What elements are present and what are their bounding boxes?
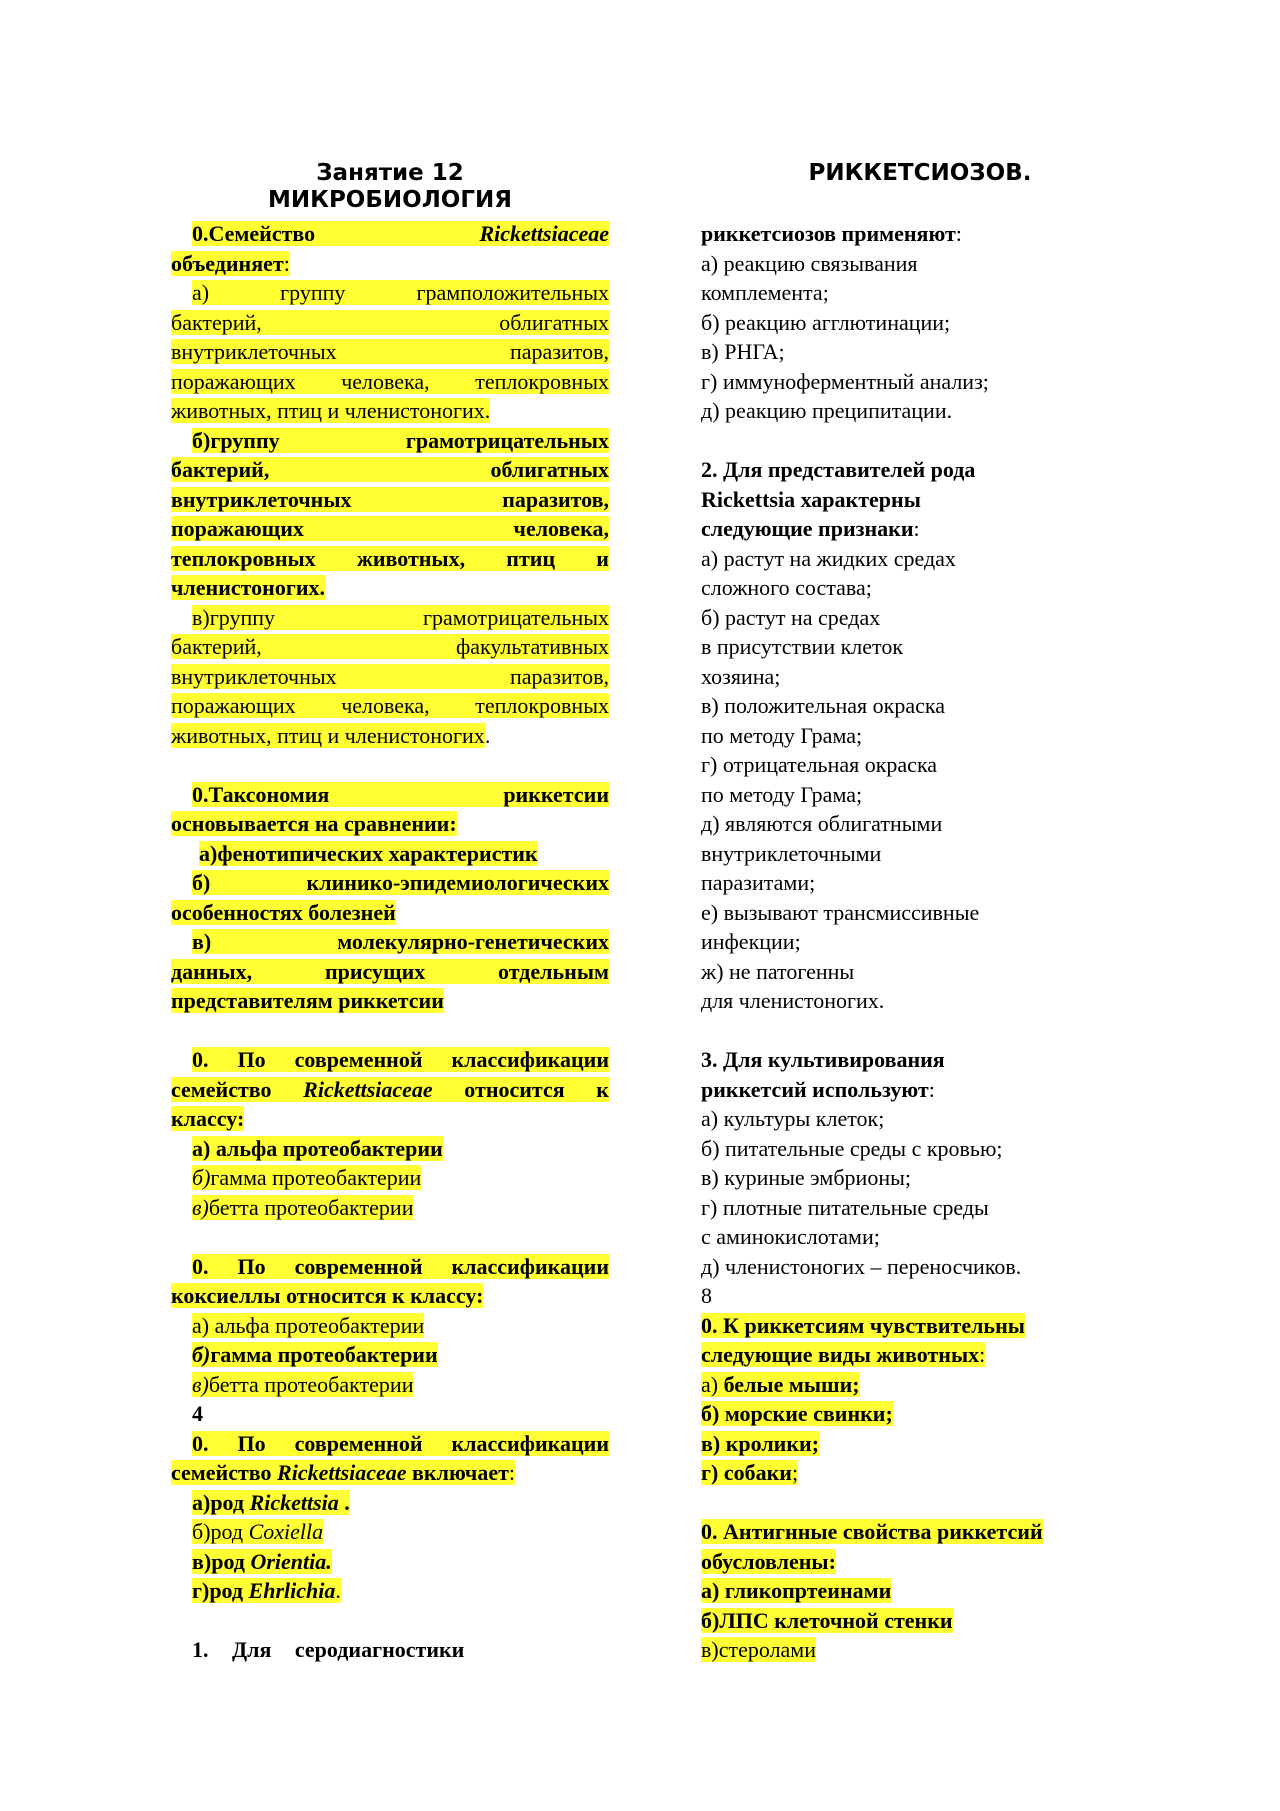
q5-option-d: г)род Ehrlichia. bbox=[192, 1578, 341, 1603]
q9-option-a: а) белые мыши; bbox=[701, 1371, 860, 1397]
q4-stem-line: 0. По современной классификации bbox=[192, 1253, 609, 1279]
q5-option-c: в)род Orientia. bbox=[192, 1548, 332, 1574]
q6-option-a: комплемента; bbox=[701, 280, 829, 305]
q8-option-e: д) членистоногих – переносчиков. bbox=[701, 1253, 1022, 1279]
q9-stem-line: следующие виды животных: bbox=[701, 1342, 986, 1367]
q1-option-c-line: поражающих человека, теплокровных bbox=[171, 693, 609, 718]
q1-stem-line2: объединяет: bbox=[171, 250, 290, 276]
q7-option-line: по методу Грама; bbox=[701, 781, 863, 807]
q5-option-b: б)род Coxiella bbox=[192, 1519, 324, 1544]
q8-stem-line: риккетсий используют: bbox=[701, 1076, 935, 1102]
q9-option-c: в) кролики; bbox=[701, 1430, 820, 1456]
right-column bbox=[701, 219, 1141, 1665]
q9-option-b: б) морские свинки; bbox=[701, 1401, 893, 1426]
q1-option-c-line: бактерий, факультативных bbox=[171, 634, 609, 659]
q1-option-b-line: членистоногих. bbox=[171, 575, 325, 600]
q7-option-line: ж) не патогенны bbox=[701, 958, 855, 984]
q5-option-a: а)род Rickettsia . bbox=[192, 1489, 350, 1515]
q7-option-line: б) растут на средах bbox=[701, 604, 881, 630]
q7-stem-line: Rickettsia характерны bbox=[701, 486, 921, 512]
q10-option-b: б)ЛПС клеточной стенки bbox=[701, 1607, 953, 1633]
q10-stem-line: обусловлены: bbox=[701, 1548, 836, 1574]
q10-option-c: в)стеролами bbox=[701, 1637, 817, 1662]
q8-stem-line: 3. Для культивирования bbox=[701, 1047, 945, 1072]
q1-option-a-line: внутриклеточных паразитов, bbox=[171, 339, 609, 364]
q1-option-a-line: бактерий, облигатных bbox=[171, 309, 609, 335]
q1-option-a-line: а) группу грамположительных bbox=[192, 280, 609, 305]
q7-option-line: д) являются облигатными bbox=[701, 811, 943, 836]
q4-stem-line: коксиеллы относится к классу: bbox=[171, 1283, 484, 1308]
header-left bbox=[170, 160, 610, 214]
q4-option-c: в)бетта протеобактерии bbox=[192, 1371, 414, 1397]
q10-option-a: а) гликопртеинами bbox=[701, 1578, 892, 1603]
q6-option-a: а) реакцию связывания bbox=[701, 250, 918, 276]
q7-option-line: хозяина; bbox=[701, 663, 781, 689]
lesson-title: Занятие 12 bbox=[316, 160, 464, 186]
q1-stem-line1: 0.Семейство Rickettsiaceae bbox=[192, 221, 609, 246]
q3-stem-line: семейство Rickettsiaceae относится к bbox=[171, 1076, 609, 1102]
left-column bbox=[171, 219, 609, 1665]
q3-stem-line: классу: bbox=[171, 1106, 245, 1131]
subject-title: МИКРОБИОЛОГИЯ bbox=[268, 187, 512, 213]
q7-option-line: г) отрицательная окраска bbox=[701, 752, 938, 777]
q9-option-d: г) собаки; bbox=[701, 1460, 799, 1485]
q10-stem-line: 0. Антигнные свойства риккетсий bbox=[701, 1519, 1043, 1544]
q2-stem-line: 0.Таксономия риккетсии bbox=[192, 781, 609, 807]
header-right bbox=[700, 160, 1140, 187]
q1-option-b-line: внутриклеточных паразитов, bbox=[171, 486, 609, 512]
q4-option-a: а) альфа протеобактерии bbox=[192, 1312, 425, 1338]
q1-option-b-line: поражающих человека, bbox=[171, 516, 609, 541]
q6-option-d: г) иммуноферментный анализ; bbox=[701, 368, 989, 394]
q1-option-c-line: животных, птиц и членистоногих. bbox=[171, 722, 491, 748]
q7-option-line: паразитами; bbox=[701, 870, 816, 895]
q2-option-c-line: в) молекулярно-генетических bbox=[192, 929, 609, 954]
q7-option-line: для членистоногих. bbox=[701, 988, 885, 1013]
q7-option-line: сложного состава; bbox=[701, 575, 872, 600]
q1-option-b-line: бактерий, облигатных bbox=[171, 457, 609, 482]
q7-option-line: внутриклеточными bbox=[701, 840, 882, 866]
q2-option-c-line: данных, присущих отдельным bbox=[171, 958, 609, 984]
q8-option-b: б) питательные среды с кровью; bbox=[701, 1135, 1003, 1161]
q1-option-a-line: животных, птиц и членистоногих. bbox=[171, 398, 491, 423]
q2-stem-line: основывается на сравнении: bbox=[171, 811, 457, 836]
q4-option-b: б)гамма протеобактерии bbox=[192, 1342, 438, 1367]
q1-option-b-line: теплокровных животных, птиц и bbox=[171, 545, 609, 571]
q2-option-b-line: особенностях болезней bbox=[171, 899, 396, 925]
q5-stem-line: семейство Rickettsiaceae включает: bbox=[171, 1460, 516, 1485]
q7-option-line: в присутствии клеток bbox=[701, 634, 904, 659]
q8-option-d: г) плотные питательные среды bbox=[701, 1194, 989, 1220]
q1-option-c-line: в)группу грамотрицательных bbox=[192, 604, 609, 630]
q6-option-e: д) реакцию преципитации. bbox=[701, 398, 953, 423]
q8-option-c: в) куриные эмбрионы; bbox=[701, 1165, 911, 1190]
q1-option-b-line: б)группу грамотрицательных bbox=[192, 427, 609, 453]
q8-option-a: а) культуры клеток; bbox=[701, 1106, 885, 1131]
topic-title: РИККЕТСИОЗОВ. bbox=[808, 160, 1032, 186]
q6-option-b: б) реакцию агглютинации; bbox=[701, 309, 951, 335]
q2-option-c-line: представителям риккетсии bbox=[171, 988, 444, 1013]
q2-option-b-line: б) клинико-эпидемиологических bbox=[192, 870, 609, 895]
q7-option-line: е) вызывают трансмиссивные bbox=[701, 899, 980, 925]
q6-stem-end: риккетсиозов применяют: bbox=[701, 221, 962, 246]
q7-option-line: по методу Грама; bbox=[701, 722, 863, 748]
q3-stem-line: 0. По современной классификации bbox=[192, 1047, 609, 1072]
q9-stem-line: 0. К риккетсиям чувствительны bbox=[701, 1312, 1025, 1338]
q7-option-line: инфекции; bbox=[701, 929, 801, 954]
q3-option-a: а) альфа протеобактерии bbox=[192, 1135, 443, 1161]
q7-stem-line: следующие признаки: bbox=[701, 516, 920, 541]
q3-option-b: б)гамма протеобактерии bbox=[192, 1165, 422, 1190]
q4-marker: 4 bbox=[192, 1401, 203, 1426]
q6-stem-start: 1. Для серодиагностики bbox=[192, 1637, 465, 1662]
q7-option-line: а) растут на жидких средах bbox=[701, 545, 956, 571]
q7-option-line: в) положительная окраска bbox=[701, 693, 945, 718]
q3-option-c: в)бетта протеобактерии bbox=[192, 1194, 414, 1220]
q1-option-c-line: внутриклеточных паразитов, bbox=[171, 663, 609, 689]
q5-stem-line: 0. По современной классификации bbox=[192, 1430, 609, 1456]
q8-option-d: с аминокислотами; bbox=[701, 1224, 880, 1249]
q1-option-a-line: поражающих человека, теплокровных bbox=[171, 368, 609, 394]
q2-option-a: а)фенотипических характеристик bbox=[199, 840, 538, 866]
q7-stem-line: 2. Для представителей рода bbox=[701, 457, 976, 482]
q8-marker: 8 bbox=[701, 1283, 712, 1308]
q6-option-c: в) РНГА; bbox=[701, 339, 785, 364]
